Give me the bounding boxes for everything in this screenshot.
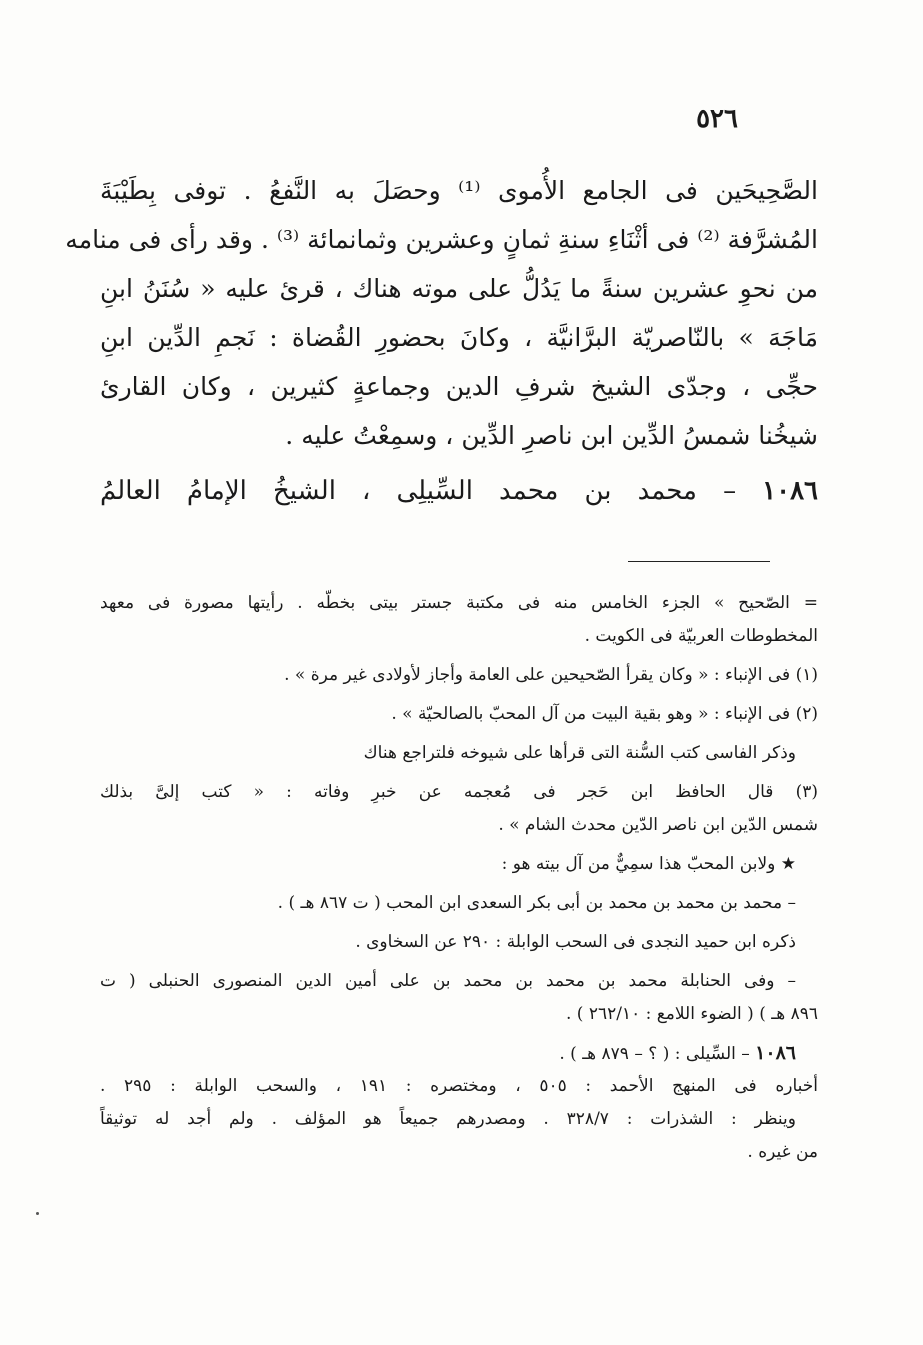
footnote-line: (٣) قال الحافظ ابن حَجر فى مُعجمه عن خبرِ وفاته : « كتب إلىَّ بذلك	[100, 782, 818, 802]
scan-speck	[36, 1212, 39, 1215]
entry-dash: –	[723, 476, 737, 506]
footnote-line: – وفى الحنابلة محمد بن محمد بن محمد بن على أمين الدين المنصورى الحنبلى ( ت	[100, 971, 796, 991]
footnote-line: – محمد بن محمد بن محمد بن أبى بكر السعدى ابن المحب ( ت ٨٦٧ هـ ) .	[277, 893, 796, 913]
bio-note-line: من غيره .	[747, 1142, 818, 1162]
entry-number: ١٠٨٦	[762, 476, 818, 506]
footnote-line: ★ ولابن المحبّ هذا سمِيٌّ من آل بيته هو :	[501, 854, 796, 874]
bio-note-number: ١٠٨٦	[755, 1042, 796, 1064]
bio-note-line: أخباره فى المنهج الأحمد : ٥٠٥ ، ومختصره : ١٩١ ، والسحب الوابلة : ٢٩٥ .	[100, 1076, 818, 1096]
bio-note-heading	[100, 1037, 818, 1070]
footnote-line: = الصّحيح » الجزء الخامس منه فى مكتبة جستر بيتى بخطّه . رأيتها مصورة فى معهد	[100, 593, 818, 613]
footnote-line: (٢) فى الإنباء : « وهو بقية البيت من آل المحبّ بالصالحيّة » .	[391, 704, 818, 724]
footnote-line: شمس الدّين ابن ناصر الدّين محدث الشام » .	[498, 815, 818, 835]
footnotes-block	[100, 587, 818, 1169]
main-text-line: المُشرَّفة ⁽²⁾ فى أثْنَاءِ سنةِ ثمانٍ وعشرين وثمانمائة ⁽³⁾ . وقد رأى فى منامه	[65, 225, 818, 254]
footnote-line: (١) فى الإنباء : « وكان يقرأ الصّحيحين على العامة وأجاز لأولادى غير مرة » .	[284, 665, 818, 685]
footnote-line: المخطوطات العربيّة فى الكويت .	[584, 626, 818, 646]
bio-note-text: – السِّيلى : ( ؟ – ٨٧٩ هـ ) .	[559, 1044, 750, 1064]
footnote-separator	[628, 561, 770, 562]
main-text-line: شيخُنا شمسُ الدِّين ابن ناصرِ الدِّين ، وسمِعْتُ عليه .	[285, 421, 818, 450]
page-number: ٥٢٦	[696, 104, 738, 134]
main-text-line: حجِّى ، وجدّى الشيخ شرفِ الدين وجماعةٍ كثيرين ، وكان القارئ	[100, 372, 818, 401]
main-text-line: من نحوِ عشرين سنةً ما يَدُلُّ على موته هناك ، قرئ عليه « سُنَنُ ابنِ	[100, 274, 818, 303]
main-text-body	[65, 166, 818, 460]
footnote-line: ٨٩٦ هـ ) ( الضوء اللامع : ٢٦٢/١٠ ) .	[565, 1004, 818, 1024]
main-text-line: الصَّحِيحَين فى الجامع الأُموى ⁽¹⁾ وحصَلَ به النَّفعُ . توفى بِطَيْبَةَ	[100, 176, 818, 205]
bio-note-line: وينظر : الشذرات : ٣٢٨/٧ . ومصدرهم جميعاً هو المؤلف . ولم أجد له توثيقاً	[100, 1109, 796, 1129]
entry-heading	[100, 466, 818, 516]
entry-text: محمد بن محمد السِّيلِى ، الشيخُ الإمامُ العالمُ	[100, 476, 697, 506]
main-text-line: مَاجَهَ » بالنّاصريّة البرَّانيَّة ، وكانَ بحضورِ القُضاة : نَجمِ الدِّين ابنِ	[100, 323, 818, 352]
footnote-line: وذكر الفاسى كتب السُّنة التى قرأها على شيوخه فلتراجع هناك	[363, 743, 796, 763]
footnote-line: ذكره ابن حميد النجدى فى السحب الوابلة : ٢٩٠ عن السخاوى .	[355, 932, 796, 952]
